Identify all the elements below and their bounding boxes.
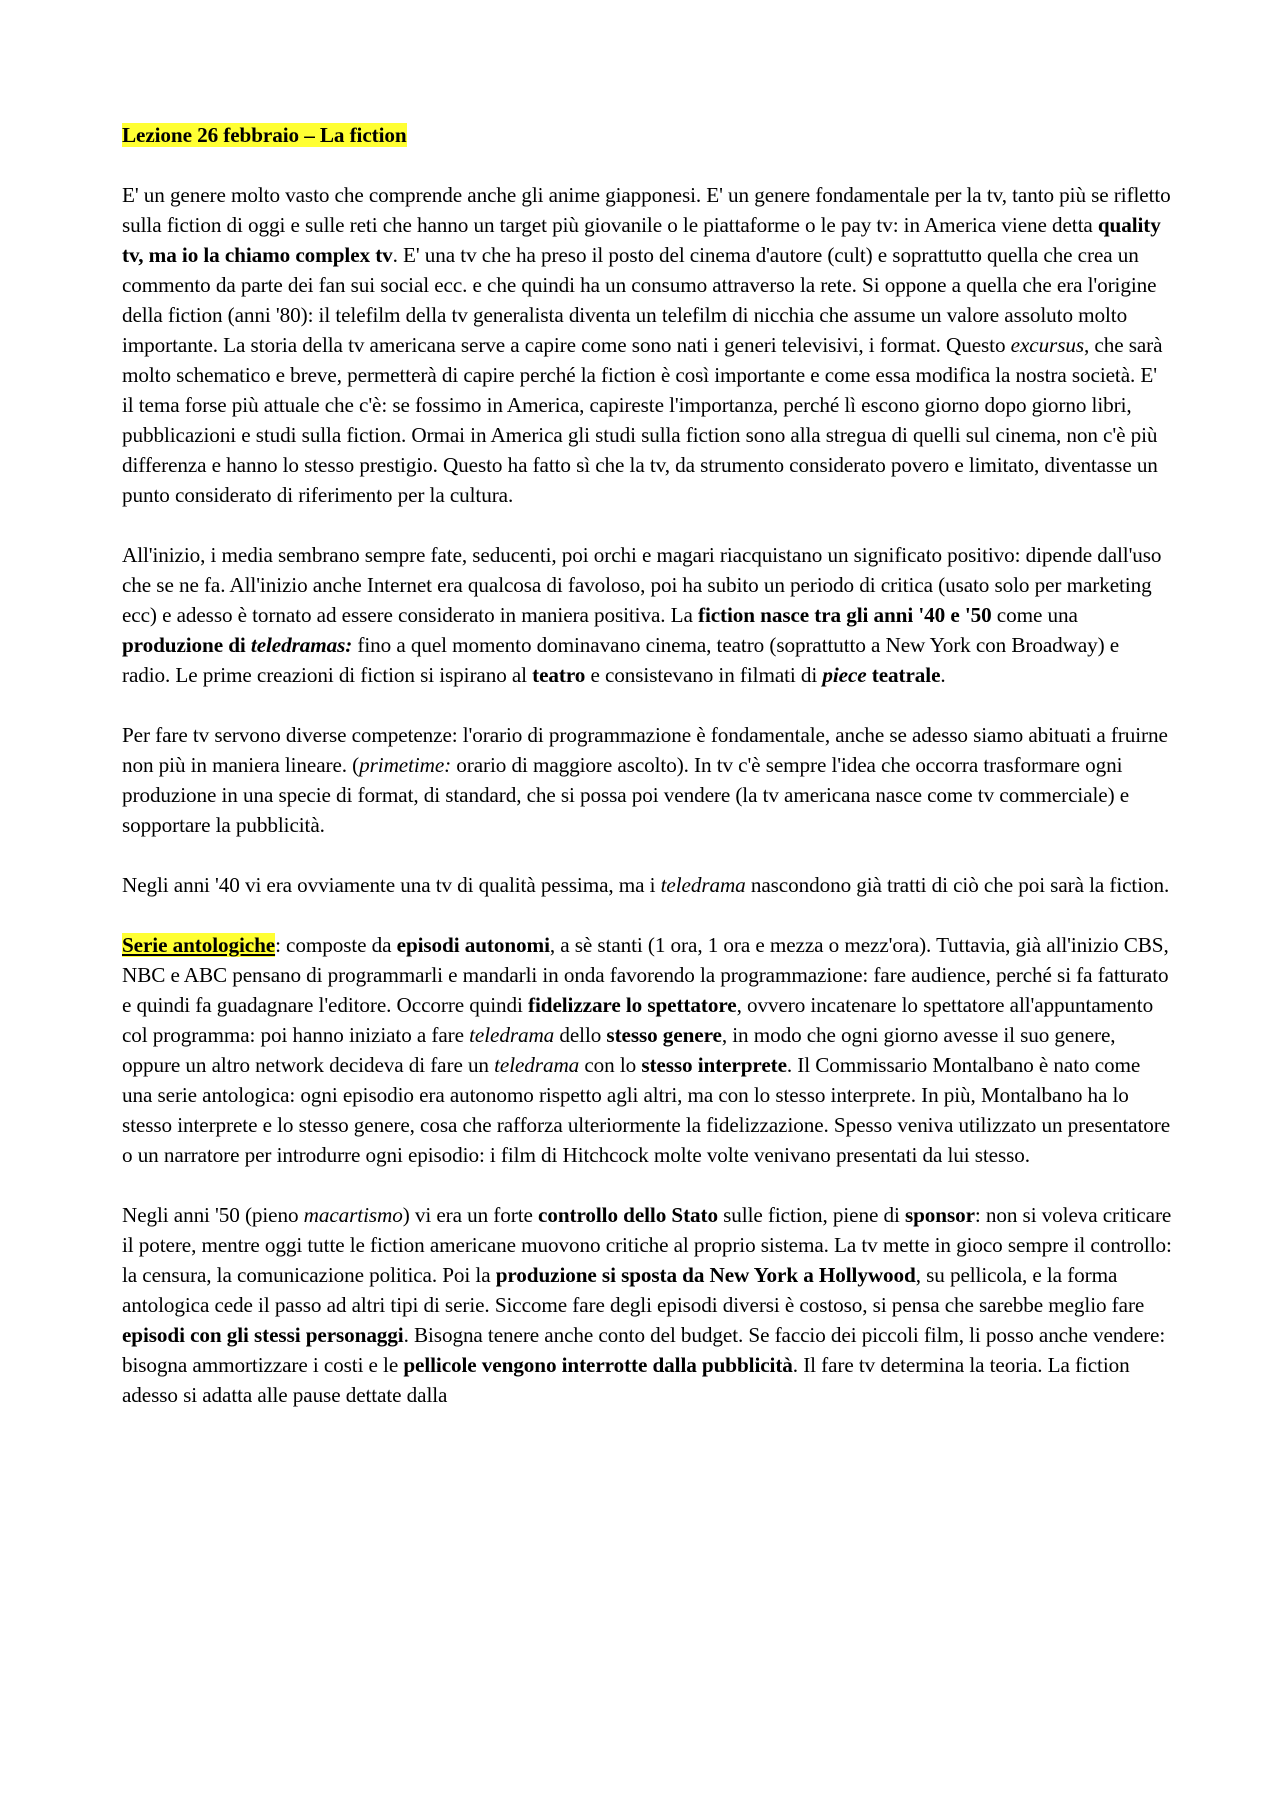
text-segment: All'inizio, i media sembrano sempre fate, seducenti, poi orchi e magari riacquistano un significato positivo: dipende dall'uso che se ne fa. All'inizio anche Internet era qualcosa di favoloso, poi ha subito un periodo di critica (usato solo per marketing ecc) e adesso è tornato ad essere considerato in maniera positiva. La [122,543,1167,627]
text-segment: : non si voleva criticare il potere, mentre oggi tutte le fiction americane muovono critiche al proprio sistema. La tv mette in gioco sempre il controllo: la censura, la comunicazione politica. Poi la [122,1203,1177,1287]
text-segment: episodi con gli stessi personaggi [122,1323,404,1347]
text-segment: produzione di [122,633,251,657]
text-segment: con lo [579,1053,642,1077]
text-segment: orario di maggiore ascolto). In tv c'è sempre l'idea che occorra trasformare ogni produzione in una specie di format, di standard, che si possa poi vendere (la tv americana nasce come tv commerciale) e sopportare la pubblicità. [122,753,1135,837]
text-segment: come una [991,603,1083,627]
text-segment: macartismo [303,1203,403,1227]
text-segment: nascondono già tratti di ciò che poi sarà la fiction. [745,873,1170,897]
paragraph [122,180,1176,510]
text-segment: Serie antologiche [122,933,276,957]
text-segment: Per fare tv servono diverse competenze: l'orario di programmazione è fondamentale, anche se adesso siamo abituati a fruirne non più in maniera lineare. ( [122,723,1173,777]
text-segment: Negli anni '50 (pieno [122,1203,304,1227]
document-title [122,120,1172,150]
document-body [122,180,1177,1410]
text-segment: e consistevano in filmati di [585,663,823,687]
text-segment: piece [822,663,867,687]
text-segment: teatro [532,663,586,687]
text-segment: fiction nasce tra gli anni '40 e '50 [698,603,992,627]
text-segment: E' un genere molto vasto che comprende anche gli anime giapponesi. E' un genere fondamentale per la tv, tanto più se rifletto sulla fiction di oggi e sulle reti che hanno un target più giovanile o le piattaforme o le pay tv: in America viene detta [122,183,1176,237]
text-segment: stesso genere [606,1023,722,1047]
text-segment: fino a quel momento dominavano cinema, teatro (soprattutto a New York con Broadway) e radio. Le prime creazioni di fiction si ispirano al [122,633,1125,687]
text-segment: , che sarà molto schematico e breve, permetterà di capire perché la fiction è così importante e come essa modifica la nostra società. E' il tema forse più attuale che c'è: se fossimo in America, capireste l'importanza, perché lì escono giorno dopo giorno libri, pubblicazioni e studi sulla fiction. Ormai in America gli studi sulla fiction sono alla stregua di quelli sul cinema, non c'è più differenza e hanno lo stesso prestigio. Questo ha fatto sì che la tv, da strumento considerato povero e limitato, diventasse un punto considerato di riferimento per la cultura. [122,333,1168,507]
text-segment: teledrama [469,1023,555,1047]
text-segment: , su pellicola, e la forma antologica cede il passo ad altri tipi di serie. Siccome fare degli episodi diversi è costoso, si pensa che sarebbe meglio fare [122,1263,1150,1317]
document-page [122,120,1177,1410]
text-segment: pellicole vengono interrotte dalla pubblicità [403,1353,793,1377]
text-segment: primetime: [359,753,452,777]
text-segment: . [940,663,946,687]
text-segment: stesso interprete [641,1053,787,1077]
paragraph [122,1200,1177,1410]
text-segment: . Il fare tv determina la teoria. La fiction adesso si adatta alle pause dettate dalla [122,1353,1135,1407]
text-segment: sulle fiction, piene di [717,1203,905,1227]
paragraph [122,720,1172,840]
text-segment: teledramas: [250,633,353,657]
text-segment: teledrama [660,873,746,897]
title-highlight [122,123,407,147]
text-segment: teatrale [866,663,941,687]
text-segment: produzione si sposta da New York a Hollywood [495,1263,916,1287]
paragraph [122,930,1176,1170]
text-segment: excursus [1010,333,1084,357]
text-segment: , a sè stanti (1 ora, 1 ora e mezza o mezz'ora). Tuttavia, già all'inizio CBS, NBC e ABC pensano di programmarli e mandarli in onda favorendo la programmazione: fare audience, perché si fa fatturato e quindi fa guadagnare l'editore. Occorre quindi [122,933,1174,1017]
text-segment: dello [554,1023,607,1047]
text-segment: teledrama [494,1053,580,1077]
text-segment: . E' una tv che ha preso il posto del cinema d'autore (cult) e soprattutto quella che crea un commento da parte dei fan sui social ecc. e che quindi ha un consumo attraverso la rete. Si oppone a quella che era l'origine della fiction (anni '80): il telefilm della tv generalista diventa un telefilm di nicchia che assume un valore assoluto molto importante. La storia della tv americana serve a capire come sono nati i generi televisivi, i format. Questo [122,243,1162,357]
text-segment: sponsor [904,1203,975,1227]
paragraph [122,870,1172,900]
text-segment: . Il Commissario Montalbano è nato come una serie antologica: ogni episodio era autonomo rispetto agli altri, ma con lo stesso interprete. In più, Montalbano ha lo stesso interprete e lo stesso genere, cosa che rafforza ulteriormente la fidelizzazione. Spesso veniva utilizzato un presentatore o un narratore per introdurre ogni episodio: i film di Hitchcock molte volte venivano presentati da lui stesso. [122,1053,1176,1167]
text-segment: , in modo che ogni giorno avesse il suo genere, oppure un altro network decideva di fare un [122,1023,1121,1077]
text-segment: controllo dello Stato [538,1203,718,1227]
text-segment: fidelizzare lo spettatore [528,993,737,1017]
text-segment: Negli anni '40 vi era ovviamente una tv di qualità pessima, ma i [122,873,661,897]
text-segment: quality tv, ma io la chiamo complex tv [122,213,1166,267]
text-segment: , ovvero incatenare lo spettatore all'appuntamento col programma: poi hanno iniziato a fare [122,993,1159,1047]
text-segment: . Bisogna tenere anche conto del budget. Se faccio dei piccoli film, li posso anche vendere: bisogna ammortizzare i costi e le [122,1323,1171,1377]
text-segment: episodi autonomi [396,933,550,957]
paragraph [122,540,1172,690]
text-segment: : composte da [275,933,397,957]
title-text: Lezione 26 febbraio – La fiction [122,123,407,147]
text-segment: ) vi era un forte [402,1203,539,1227]
